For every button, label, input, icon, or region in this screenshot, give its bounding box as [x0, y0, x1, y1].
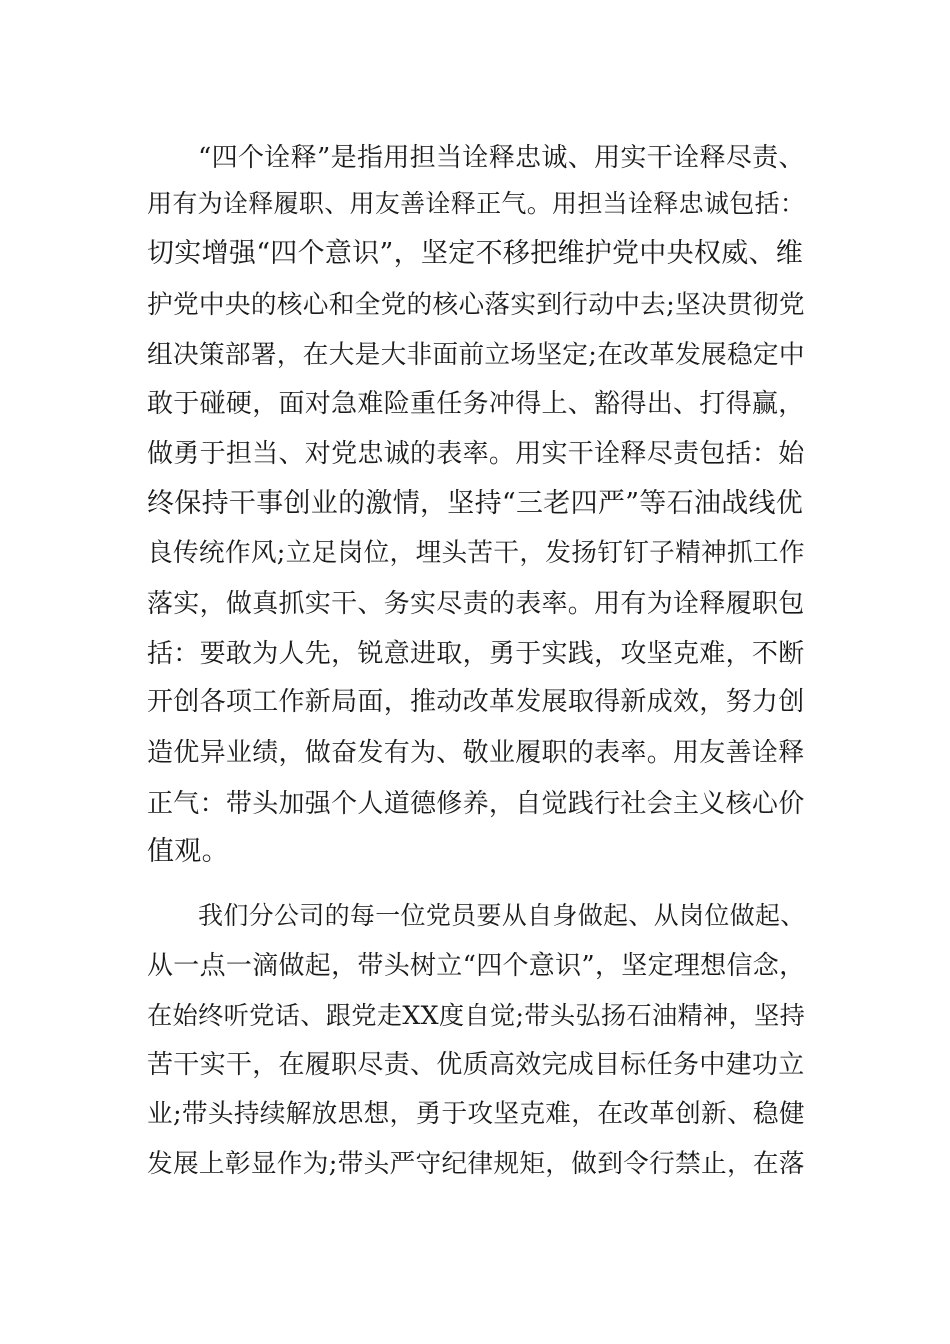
- paragraph-2-line-5: 业;带头持续解放思想，勇于攻坚克难，在改革创新、稳健: [147, 1099, 805, 1129]
- paragraph-1-line-9: 良传统作风;立足岗位，埋头苦干，发扬钉钉子精神抓工作: [147, 538, 805, 568]
- paragraph-1-line-12: 开创各项工作新局面，推动改革发展取得新成效，努力创: [147, 687, 805, 717]
- paragraph-1-line-8: 终保持干事创业的激情，坚持“三老四严”等石油战线优: [147, 488, 804, 519]
- paragraph-2-line-3: 在始终听党话、跟党走XX度自觉;带头弘扬石油精神，坚持: [147, 1001, 806, 1030]
- paragraph-2-line-4: 苦干实干，在履职尽责、优质高效完成目标任务中建功立: [147, 1050, 805, 1080]
- paragraph-1-line-11: 括：要敢为人先，锐意进取，勇于实践，攻坚克难，不断: [147, 639, 805, 669]
- paragraph-1-line-6: 敢于碰硬，面对急难险重任务冲得上、豁得出、打得赢，: [147, 389, 805, 419]
- paragraph-1-line-10: 落实，做真抓实干、务实尽责的表率。用有为诠释履职包: [147, 589, 805, 619]
- paragraph-1-line-7: 做勇于担当、对党忠诚的表率。用实干诠释尽责包括：始: [147, 439, 805, 469]
- paragraph-2-line-1: 我们分公司的每一位党员要从自身做起、从岗位做起、: [198, 901, 806, 930]
- paragraph-1-line-15: 值观。: [147, 836, 229, 867]
- paragraph-1-line-4: 护党中央的核心和全党的核心落实到行动中去;坚决贯彻党: [147, 290, 805, 320]
- paragraph-2-line-2: 从一点一滴做起，带头树立“四个意识”，坚定理想信念，: [147, 951, 806, 981]
- paragraph-1-line-5: 组决策部署，在大是大非面前立场坚定;在改革发展稳定中: [147, 340, 805, 370]
- paragraph-2-line-6: 发展上彰显作为;带头严守纪律规矩，做到令行禁止，在落: [147, 1149, 805, 1179]
- paragraph-1-line-1: “四个诠释”是指用担当诠释忠诚、用实干诠释尽责、: [198, 143, 805, 173]
- paragraph-1-line-13: 造优异业绩，做奋发有为、敬业履职的表率。用友善诠释: [147, 738, 805, 768]
- paragraph-1-line-14: 正气：带头加强个人道德修养，自觉践行社会主义核心价: [147, 789, 805, 819]
- paragraph-1-line-2: 用有为诠释履职、用友善诠释正气。用担当诠释忠诚包括：: [147, 189, 806, 218]
- paragraph-1-line-3: 切实增强“四个意识”，坚定不移把维护党中央权威、维: [147, 238, 804, 269]
